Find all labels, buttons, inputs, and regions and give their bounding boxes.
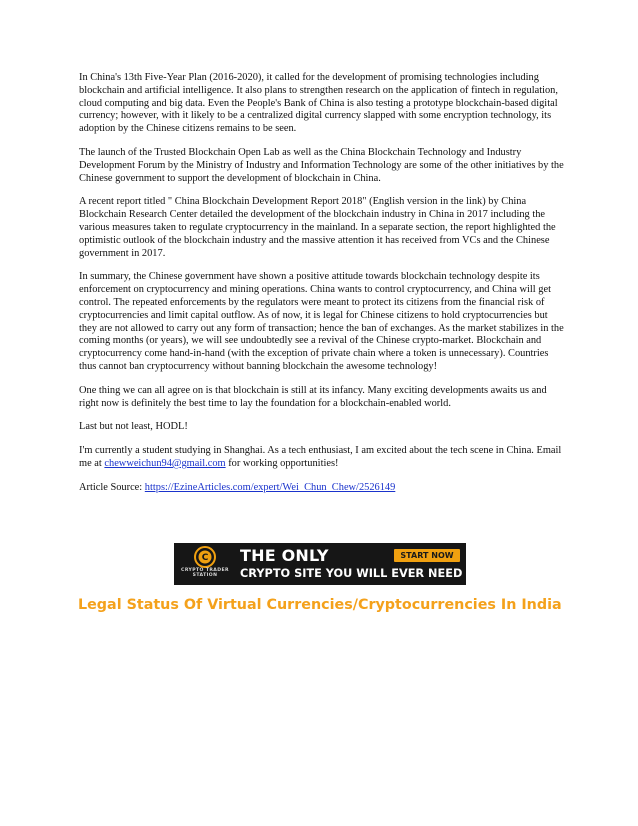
paragraph-hodl: Last but not least, HODL! — [79, 421, 188, 433]
crypto-trader-ad-banner[interactable] — [174, 543, 466, 585]
svg-text:C: C — [201, 553, 209, 564]
article-source-link[interactable]: https://EzineArticles.com/expert/Wei_Chun_Chew/2526149 — [144, 481, 396, 493]
paragraph-blockchain-initiatives: The launch of the Trusted Blockchain Open Lab as well as the China Blockchain Technology and Industry Development Forum by the Ministry of Industry and Information Technology are some of the other initiatives by the Chinese government to support the development of blockchain in China. — [79, 146, 564, 184]
author-email-link[interactable]: chewweichun94@gmail.com — [104, 457, 226, 469]
banner-copy — [236, 543, 466, 585]
banner-logo-text-line2: STATION — [192, 573, 218, 578]
banner-subheadline: CRYPTO SITE YOU WILL EVER NEED — [240, 567, 463, 580]
paragraph-author-bio — [79, 445, 565, 471]
banner-headline: THE ONLY — [240, 546, 329, 565]
banner-logo-text-line1: CRYPTO TRADER — [181, 568, 229, 573]
article-body — [79, 72, 565, 506]
bitcoin-coin-icon — [194, 546, 216, 568]
article-source-label: Article Source: — [79, 481, 145, 493]
banner-logo — [174, 543, 236, 585]
paragraph-development-report: A recent report titled " China Blockchain Development Report 2018" (English version in the link) by China Blockchain Research Center detailed the development of the blockchain industry in China in 2017 including the various measures taken to regulate cryptocurrency in the mainland. In a separate section, the report highlighted the optimistic outlook of the blockchain industry and the massive attention it has received from VCs and the Chinese government in 2017. — [79, 196, 556, 259]
paragraph-article-source — [79, 482, 565, 495]
author-bio-text-end: for working opportunities! — [225, 457, 339, 469]
author-bio-text: I'm currently a student studying in Shanghai. As a tech enthusiast, I am excited about the tech scene in China. Email me at — [79, 445, 562, 469]
paragraph-summary: In summary, the Chinese government have shown a positive attitude towards blockchain technology despite its enforcement on cryptocurrency and mining operations. China wants to control cryptocurrency, and China will get control. The repeated enforcements by the regulators were meant to protect its citizens from the financial risk of cryptocurrencies and limit capital outflow. As of now, it is legal for Chinese citizens to hold cryptocurrencies but they are not allowed to carry out any form of transaction; hence the ban of exchanges. As the market stabilizes in the coming months (or years), we will see undoubtedly see a revival of the Chinese crypto-market. Blockchain and cryptocurrency come hand-in-hand (with the exception of private chain where a token is unnecessary). Countries thus cannot ban cryptocurrency without banning blockchain the awesome technology! — [79, 271, 564, 372]
section-heading: Legal Status Of Virtual Currencies/Cryptocurrencies In India — [78, 597, 562, 613]
paragraph-infancy: One thing we can all agree on is that blockchain is still at its infancy. Many exciting developments awaits us and right now is definitely the best time to lay the foundation for a blockchain-enabled world. — [79, 384, 547, 409]
banner-logo-text — [181, 568, 229, 578]
paragraph-five-year-plan: In China's 13th Five-Year Plan (2016-2020), it called for the development of promising technologies including blockchain and artificial intelligence. It also plans to strengthen research on the application of fintech in regulation, cloud computing and big data. Even the People's Bank of China is also testing a prototype blockchain-based digital currency; however, with it likely to be a centralized digital currency slapped with some encryption technology, its adoption by the Chinese citizens remains to be seen. — [79, 72, 558, 135]
start-now-button[interactable]: START NOW — [394, 549, 460, 562]
